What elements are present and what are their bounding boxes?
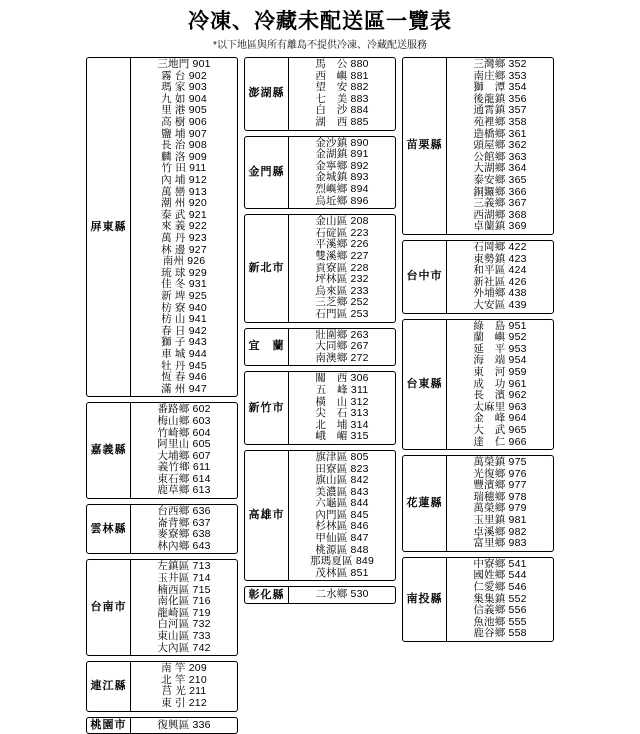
region-group-label: 宜 蘭 (245, 329, 289, 366)
region-group-label: 澎湖縣 (245, 58, 289, 130)
region-item-list (447, 456, 553, 551)
list-item: 阿里山 605 (157, 438, 211, 451)
list-item: 關 西 306 (315, 372, 369, 385)
list-item: 石門區 253 (315, 307, 369, 320)
list-item: 瑞穗鄉 978 (473, 490, 527, 503)
list-item: 三義鄉 367 (473, 197, 527, 210)
list-item: 金 峰 964 (473, 412, 527, 425)
region-item-list (447, 320, 553, 450)
region-item-list (131, 505, 237, 553)
region-group (402, 57, 554, 235)
region-item-list (131, 560, 237, 655)
list-item: 橫 山 312 (315, 395, 369, 408)
region-group-label: 彰化縣 (245, 587, 289, 603)
list-item: 泰 武 921 (161, 208, 207, 221)
list-item: 金城鎮 893 (315, 171, 369, 184)
list-item: 高 樹 906 (161, 116, 207, 129)
list-item: 東勢鎮 423 (473, 252, 527, 265)
list-item: 佳 冬 931 (161, 278, 207, 291)
list-item: 琉 球 929 (161, 266, 207, 279)
list-item: 獅 潭 354 (473, 81, 527, 94)
list-item: 西 嶼 881 (315, 69, 369, 82)
list-item: 三芝鄉 252 (315, 296, 369, 309)
region-item-list (289, 372, 395, 444)
region-group-label: 花蓮縣 (403, 456, 447, 551)
list-item: 鹿谷鄉 558 (473, 627, 527, 640)
list-item: 雙溪鄉 227 (315, 250, 369, 262)
list-item: 二水鄉 530 (315, 588, 369, 601)
list-item: 後龍鎮 356 (473, 92, 527, 105)
list-item: 大同鄉 267 (315, 340, 369, 353)
list-item: 潮 州 920 (161, 197, 207, 210)
list-item: 鹿草鄉 613 (157, 484, 211, 497)
region-group (86, 504, 238, 554)
list-item: 大內區 742 (157, 641, 211, 654)
list-item: 萬榮鎮 975 (473, 456, 527, 469)
list-item: 公館鄉 363 (473, 150, 527, 163)
list-item: 復興區 336 (157, 718, 211, 731)
region-group (402, 319, 554, 451)
list-item: 白河區 732 (157, 618, 211, 631)
list-item: 左鎮區 713 (157, 560, 211, 573)
list-item: 萬 巒 913 (161, 185, 207, 198)
list-item: 峨 嵋 315 (315, 430, 369, 443)
list-item: 烈嶼鄉 894 (315, 183, 369, 196)
list-item: 內 埔 912 (161, 174, 207, 187)
list-item: 玉里鎮 981 (473, 514, 527, 527)
list-item: 馬 公 880 (315, 58, 369, 71)
list-item: 六龜區 844 (315, 497, 369, 510)
list-item: 綠 島 951 (473, 319, 527, 332)
list-item: 魚池鄉 555 (473, 615, 527, 628)
list-item: 枋 山 941 (161, 313, 207, 326)
list-item: 枋 寮 940 (161, 301, 207, 314)
region-group (244, 214, 396, 322)
region-item-list (289, 215, 395, 321)
list-item: 北 埔 314 (315, 418, 369, 431)
list-item: 金山區 208 (315, 215, 369, 228)
region-group (86, 559, 238, 656)
region-column (402, 57, 554, 734)
list-item: 豐濱鄉 977 (473, 479, 527, 492)
list-item: 蘭 嶼 952 (473, 331, 527, 344)
list-item: 集集鎮 552 (473, 592, 527, 605)
region-item-list (289, 58, 395, 130)
list-item: 旗津區 805 (315, 450, 369, 463)
list-item: 卓蘭鎮 369 (473, 220, 527, 233)
region-group (244, 136, 396, 210)
list-item: 通霄鎮 357 (473, 104, 527, 117)
columns-container (0, 57, 640, 734)
region-item-list (447, 558, 553, 641)
region-item-list (131, 403, 237, 498)
list-item: 甲仙區 847 (315, 532, 369, 545)
region-group-label: 台中市 (403, 241, 447, 313)
list-item: 南澳鄉 272 (315, 351, 369, 364)
region-group (86, 717, 238, 734)
region-group (244, 586, 396, 604)
region-item-list (447, 241, 553, 313)
list-item: 造橋鄉 361 (473, 127, 527, 140)
list-item: 新社區 426 (473, 275, 527, 288)
list-item: 萬 丹 923 (161, 232, 207, 244)
list-item: 萬榮鄉 979 (473, 502, 527, 515)
region-group (402, 240, 554, 314)
region-item-list (289, 329, 395, 366)
list-item: 富里鄉 983 (473, 537, 527, 550)
list-item: 卓溪鄉 982 (473, 525, 527, 538)
list-item: 達 仁 966 (473, 435, 527, 448)
list-item: 牡 丹 945 (161, 359, 207, 372)
region-group (402, 557, 554, 642)
list-item: 金寧鄉 892 (315, 159, 369, 172)
list-item: 旗山區 842 (315, 474, 369, 487)
list-item: 長 治 908 (161, 139, 207, 152)
list-item: 延 平 953 (473, 342, 527, 355)
list-item: 南化區 716 (157, 595, 211, 608)
list-item: 東石鄉 614 (157, 472, 211, 485)
region-group (244, 450, 396, 582)
list-item: 國姓鄉 544 (473, 569, 527, 582)
list-item: 信義鄉 556 (473, 604, 527, 617)
list-item: 里 港 905 (161, 104, 207, 117)
list-item: 瑪 家 903 (161, 81, 207, 94)
region-group-label: 嘉義縣 (87, 403, 131, 498)
list-item: 林 邊 927 (161, 243, 207, 256)
list-item: 龍崎區 719 (157, 606, 211, 619)
list-item: 石碇區 223 (315, 226, 369, 239)
list-item: 桃源區 848 (315, 543, 369, 556)
list-item: 壯圍鄉 263 (315, 328, 369, 341)
list-item: 太麻里 963 (473, 400, 527, 413)
region-item-list (289, 451, 395, 581)
region-group-label: 新北市 (245, 215, 289, 321)
list-item: 仁愛鄉 546 (473, 581, 527, 594)
list-item: 林內鄉 643 (157, 539, 211, 552)
list-item: 東 引 212 (161, 696, 207, 709)
region-group (244, 371, 396, 445)
region-group (86, 402, 238, 499)
list-item: 長 濱 962 (473, 389, 527, 402)
list-item: 春 日 942 (161, 324, 207, 337)
region-column (244, 57, 396, 734)
region-group-label: 台南市 (87, 560, 131, 655)
list-item: 茂林區 851 (315, 566, 369, 579)
list-item: 麟 洛 909 (161, 150, 207, 163)
list-item: 烏坵鄉 896 (315, 194, 369, 207)
list-item: 新 埤 925 (161, 289, 207, 302)
list-item: 烏來區 233 (315, 284, 369, 297)
region-item-list (289, 137, 395, 209)
list-item: 北 竿 210 (161, 673, 207, 686)
list-item: 頭屋鄉 362 (473, 139, 527, 152)
list-item: 田寮區 823 (315, 462, 369, 475)
region-group-label: 高雄市 (245, 451, 289, 581)
list-item: 七 美 883 (315, 92, 369, 105)
region-group (86, 661, 238, 711)
list-item: 玉井區 714 (157, 572, 211, 585)
list-item: 霧 台 902 (161, 69, 207, 82)
list-item: 成 功 961 (473, 377, 527, 390)
region-group-label: 苗栗縣 (403, 58, 447, 234)
region-group-label: 新竹市 (245, 372, 289, 444)
list-item: 坪林區 232 (315, 273, 369, 286)
list-item: 九 如 904 (161, 92, 207, 105)
list-item: 番路鄉 602 (157, 403, 211, 416)
list-item: 車 城 944 (161, 347, 207, 360)
list-item: 和平區 424 (473, 264, 527, 277)
list-item: 五 峰 311 (315, 383, 369, 396)
page-subtitle: *以下地區與所有離島不提供冷凍、冷藏配送服務 (213, 40, 427, 52)
region-item-list (131, 662, 237, 710)
list-item: 來 義 922 (161, 220, 207, 233)
list-item: 鹽 埔 907 (161, 127, 207, 140)
region-item-list (289, 587, 395, 603)
list-item: 大湖鄉 364 (473, 162, 527, 175)
region-item-list (447, 58, 553, 234)
list-item: 湖 西 885 (315, 116, 369, 129)
region-group (244, 328, 396, 367)
list-item: 竹 田 911 (161, 162, 207, 175)
list-item: 大 武 965 (473, 423, 527, 436)
list-item: 外埔鄉 438 (473, 287, 527, 300)
list-item: 義竹鄉 611 (157, 461, 211, 474)
list-item: 台西鄉 636 (157, 505, 211, 518)
region-column (86, 57, 238, 734)
page-root (0, 10, 640, 731)
list-item: 金湖鎮 891 (315, 148, 369, 161)
list-item: 東山區 733 (157, 630, 211, 642)
region-group (86, 57, 238, 397)
list-item: 石岡鄉 422 (473, 241, 527, 253)
region-group-label: 雲林縣 (87, 505, 131, 553)
list-item: 南庄鄉 353 (473, 69, 527, 82)
list-item: 那瑪夏區 849 (309, 555, 375, 568)
region-group-label: 桃園市 (87, 718, 131, 734)
list-item: 尖 石 313 (315, 407, 369, 420)
list-item: 大安區 439 (473, 298, 527, 311)
list-item: 泰安鄉 365 (473, 174, 527, 187)
list-item: 金沙鎮 890 (315, 136, 369, 149)
region-item-list (131, 58, 237, 396)
list-item: 內門區 845 (315, 508, 369, 521)
list-item: 東 河 959 (473, 365, 527, 378)
list-item: 海 端 954 (473, 354, 527, 367)
page-title: 冷凍、冷藏未配送區一覽表 (188, 10, 452, 33)
region-group-label: 連江縣 (87, 662, 131, 710)
list-item: 恆 春 946 (161, 371, 207, 384)
region-item-list (131, 718, 237, 734)
list-item: 南 竿 209 (161, 662, 207, 675)
list-item: 貢寮區 228 (315, 261, 369, 274)
list-item: 中寮鄉 541 (473, 557, 527, 570)
list-item: 獅 子 943 (161, 336, 207, 349)
list-item: 白 沙 884 (315, 104, 369, 117)
region-group-label: 金門縣 (245, 137, 289, 209)
list-item: 美濃區 843 (315, 485, 369, 498)
list-item: 崙背鄉 637 (157, 516, 211, 529)
list-item: 三地門 901 (157, 58, 211, 71)
list-item: 麥寮鄉 638 (157, 528, 211, 541)
list-item: 梅山鄉 603 (157, 414, 211, 427)
region-group (402, 455, 554, 552)
list-item: 光復鄉 976 (473, 467, 527, 480)
list-item: 大埔鄉 607 (157, 449, 211, 462)
region-group-label: 南投縣 (403, 558, 447, 641)
list-item: 平溪鄉 226 (315, 238, 369, 251)
list-item: 楠西區 715 (157, 583, 211, 596)
region-group (244, 57, 396, 131)
list-item: 莒 光 211 (161, 685, 207, 698)
list-item: 南州 926 (162, 255, 206, 268)
list-item: 苑裡鄉 358 (473, 116, 527, 129)
list-item: 滿 州 947 (161, 382, 207, 395)
region-group-label: 台東縣 (403, 320, 447, 450)
list-item: 三灣鄉 352 (473, 58, 527, 71)
list-item: 望 安 882 (315, 81, 369, 94)
region-group-label: 屏東縣 (87, 58, 131, 396)
list-item: 杉林區 846 (315, 520, 369, 533)
list-item: 銅鑼鄉 366 (473, 185, 527, 198)
list-item: 竹崎鄉 604 (157, 426, 211, 439)
list-item: 西湖鄉 368 (473, 208, 527, 221)
